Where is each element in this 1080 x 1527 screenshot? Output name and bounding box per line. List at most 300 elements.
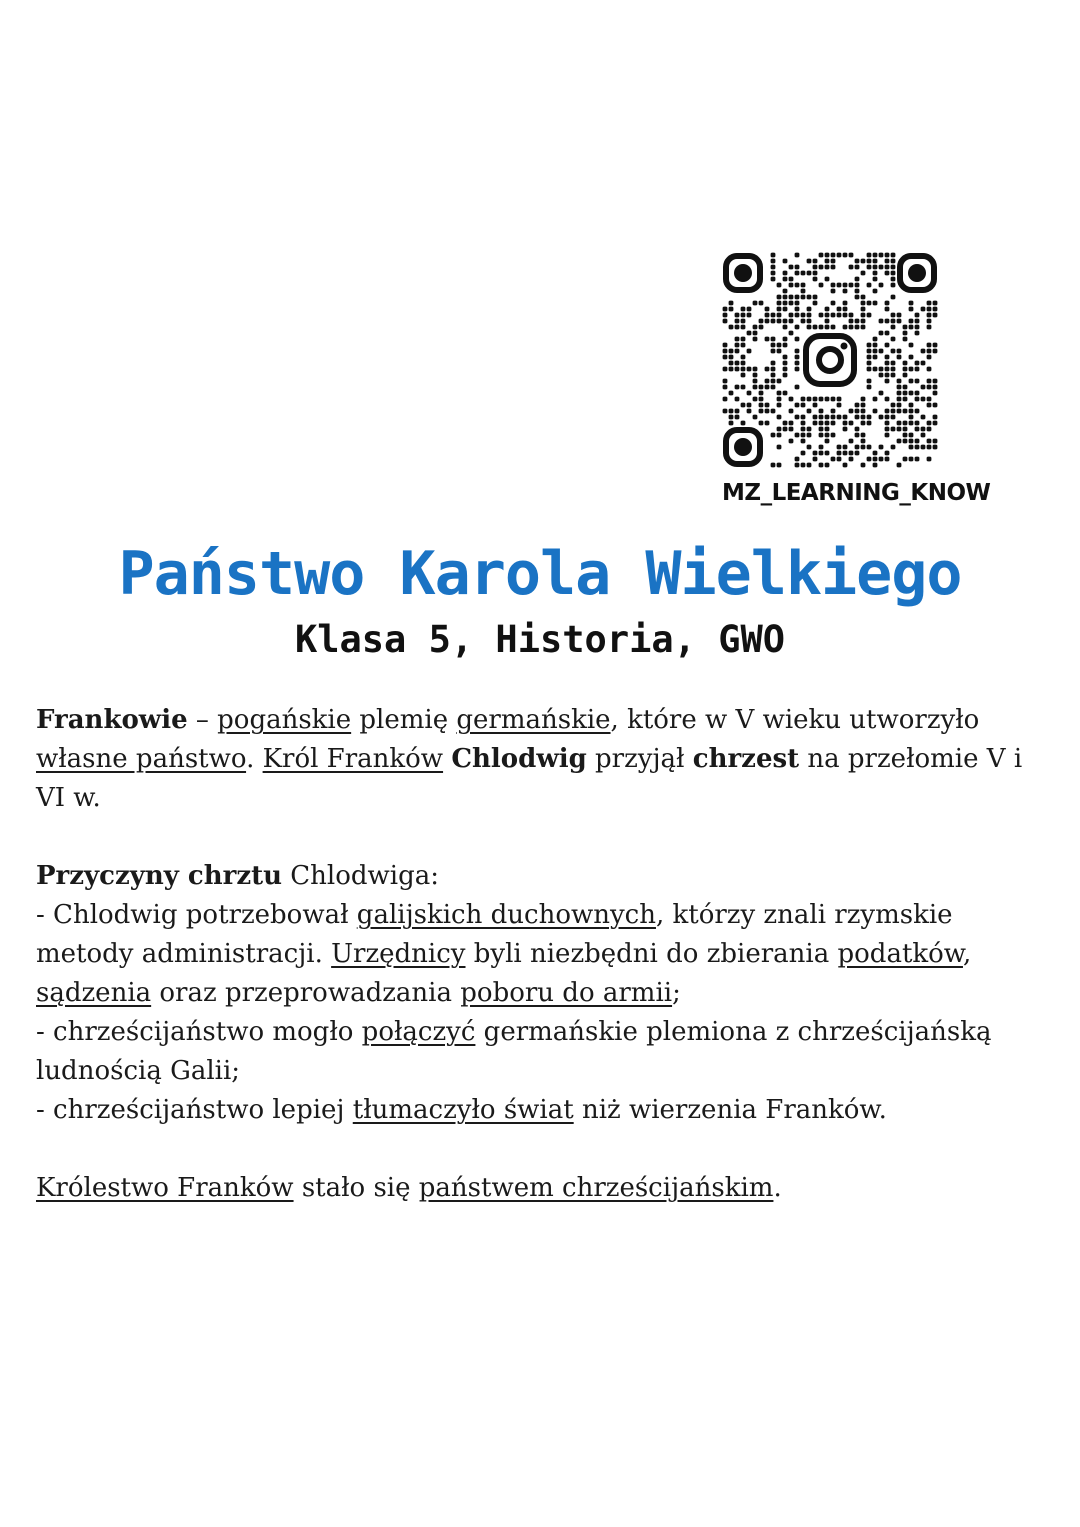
qr-module xyxy=(735,343,740,348)
qr-module xyxy=(885,373,890,378)
qr-module xyxy=(861,307,866,312)
qr-module xyxy=(855,451,860,456)
qr-module xyxy=(801,421,806,426)
page-title: Państwo Karola Wielkiego xyxy=(118,539,962,609)
qr-module xyxy=(729,349,734,354)
qr-module xyxy=(759,325,764,330)
qr-module xyxy=(915,457,920,462)
instagram-handle[interactable]: MZ_LEARNING_KNOW xyxy=(722,480,991,506)
qr-module xyxy=(855,445,860,450)
qr-module xyxy=(735,325,740,330)
qr-module xyxy=(777,433,782,438)
qr-module xyxy=(747,331,752,336)
qr-module xyxy=(723,409,728,414)
qr-module xyxy=(783,337,788,342)
qr-module xyxy=(885,367,890,372)
qr-module xyxy=(741,307,746,312)
qr-module xyxy=(747,349,752,354)
qr-module xyxy=(831,259,836,264)
qr-module xyxy=(819,325,824,330)
qr-module xyxy=(873,457,878,462)
qr-module xyxy=(915,331,920,336)
qr-module xyxy=(861,415,866,420)
qr-module xyxy=(843,289,848,294)
qr-module xyxy=(855,277,860,282)
qr-module xyxy=(885,331,890,336)
qr-module xyxy=(927,343,932,348)
qr-module xyxy=(801,427,806,432)
qr-module xyxy=(771,367,776,372)
qr-module xyxy=(891,277,896,282)
qr-module xyxy=(831,325,836,330)
qr-module xyxy=(765,403,770,408)
qr-module xyxy=(909,439,914,444)
qr-module xyxy=(825,319,830,324)
qr-module xyxy=(837,457,842,462)
qr-module xyxy=(837,415,842,420)
qr-module xyxy=(879,415,884,420)
qr-module xyxy=(915,361,920,366)
qr-module xyxy=(873,409,878,414)
qr-module xyxy=(795,463,800,468)
qr-module xyxy=(783,367,788,372)
qr-module xyxy=(837,253,842,258)
qr-module xyxy=(861,397,866,402)
qr-module xyxy=(819,445,824,450)
qr-module xyxy=(849,319,854,324)
qr-module xyxy=(735,349,740,354)
qr-module xyxy=(783,307,788,312)
qr-module xyxy=(921,361,926,366)
qr-module xyxy=(891,403,896,408)
qr-module xyxy=(807,397,812,402)
qr-module xyxy=(807,307,812,312)
qr-module xyxy=(771,277,776,282)
qr-module xyxy=(855,325,860,330)
qr-finder-icon xyxy=(726,256,760,290)
qr-module xyxy=(759,421,764,426)
qr-module xyxy=(753,385,758,390)
qr-module xyxy=(771,373,776,378)
qr-module xyxy=(801,319,806,324)
qr-module xyxy=(819,463,824,468)
qr-module xyxy=(771,433,776,438)
qr-module xyxy=(789,427,794,432)
qr-module xyxy=(789,277,794,282)
keyword-conscription: poboru do armii xyxy=(460,978,673,1008)
qr-module xyxy=(897,421,902,426)
qr-module xyxy=(927,427,932,432)
qr-module xyxy=(909,445,914,450)
qr-module xyxy=(837,403,842,408)
qr-module xyxy=(849,409,854,414)
qr-module xyxy=(867,313,872,318)
qr-module xyxy=(843,313,848,318)
qr-module xyxy=(855,427,860,432)
qr-module xyxy=(753,325,758,330)
qr-module xyxy=(801,295,806,300)
qr-module xyxy=(777,379,782,384)
qr-module xyxy=(879,331,884,336)
qr-module xyxy=(885,415,890,420)
qr-module xyxy=(909,403,914,408)
qr-module xyxy=(879,319,884,324)
qr-module xyxy=(891,271,896,276)
qr-module xyxy=(765,385,770,390)
qr-module xyxy=(891,409,896,414)
qr-module xyxy=(843,445,848,450)
qr-module xyxy=(813,421,818,426)
qr-module xyxy=(813,265,818,270)
qr-module xyxy=(765,421,770,426)
qr-module xyxy=(855,295,860,300)
qr-module xyxy=(855,259,860,264)
qr-module xyxy=(771,271,776,276)
qr-module xyxy=(861,445,866,450)
qr-module xyxy=(765,409,770,414)
qr-module xyxy=(909,457,914,462)
qr-module xyxy=(927,421,932,426)
qr-module xyxy=(867,445,872,450)
qr-module xyxy=(771,343,776,348)
qr-module xyxy=(753,337,758,342)
qr-module xyxy=(795,415,800,420)
qr-module xyxy=(777,463,782,468)
qr-module xyxy=(765,307,770,312)
qr-module xyxy=(795,403,800,408)
page-subtitle: Klasa 5, Historia, GWO xyxy=(294,618,786,661)
qr-module xyxy=(909,319,914,324)
qr-module xyxy=(861,463,866,468)
qr-module xyxy=(813,457,818,462)
qr-module xyxy=(891,313,896,318)
qr-module xyxy=(849,421,854,426)
qr-module xyxy=(801,397,806,402)
qr-module xyxy=(849,325,854,330)
qr-module xyxy=(819,421,824,426)
qr-module xyxy=(789,295,794,300)
qr-module xyxy=(897,397,902,402)
qr-module xyxy=(861,271,866,276)
qr-module xyxy=(849,451,854,456)
qr-module xyxy=(765,379,770,384)
qr-module xyxy=(885,259,890,264)
qr-module xyxy=(753,373,758,378)
qr-module xyxy=(783,355,788,360)
qr-module xyxy=(927,307,932,312)
qr-module xyxy=(885,265,890,270)
qr-module xyxy=(825,463,830,468)
qr-module xyxy=(933,379,938,384)
qr-module xyxy=(921,397,926,402)
qr-module xyxy=(729,355,734,360)
qr-module xyxy=(867,343,872,348)
qr-module xyxy=(795,265,800,270)
qr-module xyxy=(909,301,914,306)
qr-module xyxy=(777,307,782,312)
qr-module xyxy=(771,385,776,390)
qr-module xyxy=(747,409,752,414)
qr-module xyxy=(927,319,932,324)
qr-module xyxy=(729,415,734,420)
qr-module xyxy=(891,337,896,342)
qr-module xyxy=(825,427,830,432)
qr-module xyxy=(879,349,884,354)
instagram-qr-block[interactable] xyxy=(722,252,991,506)
qr-module xyxy=(921,427,926,432)
qr-module xyxy=(735,409,740,414)
qr-module xyxy=(891,253,896,258)
qr-module xyxy=(771,349,776,354)
term-chlodwig: Chlodwig xyxy=(451,744,587,774)
qr-module xyxy=(723,313,728,318)
qr-module xyxy=(741,319,746,324)
qr-module xyxy=(765,319,770,324)
qr-module xyxy=(873,349,878,354)
qr-module xyxy=(885,307,890,312)
qr-module xyxy=(729,391,734,396)
qr-module xyxy=(891,325,896,330)
qr-module xyxy=(795,337,800,342)
qr-module xyxy=(867,385,872,390)
qr-module xyxy=(897,319,902,324)
qr-module xyxy=(825,313,830,318)
qr-module xyxy=(933,307,938,312)
keyword-taxes: podatków xyxy=(837,939,963,969)
qr-module xyxy=(933,445,938,450)
qr-module xyxy=(777,397,782,402)
qr-module xyxy=(837,307,842,312)
qr-module xyxy=(879,457,884,462)
qr-module xyxy=(825,265,830,270)
qr-module xyxy=(927,439,932,444)
qr-module xyxy=(783,271,788,276)
qr-module xyxy=(747,367,752,372)
qr-module xyxy=(795,313,800,318)
qr-module xyxy=(807,259,812,264)
qr-module xyxy=(729,421,734,426)
qr-module xyxy=(777,415,782,420)
qr-module xyxy=(729,367,734,372)
qr-module xyxy=(897,349,902,354)
qr-module xyxy=(867,415,872,420)
keyword-kingdom: Królestwo Franków xyxy=(36,1173,294,1203)
qr-module xyxy=(861,313,866,318)
qr-module xyxy=(903,421,908,426)
qr-module xyxy=(819,427,824,432)
qr-module xyxy=(903,331,908,336)
qr-module xyxy=(921,349,926,354)
qr-module xyxy=(933,313,938,318)
qr-module xyxy=(795,361,800,366)
qr-module xyxy=(849,253,854,258)
qr-module xyxy=(729,307,734,312)
qr-module xyxy=(897,379,902,384)
qr-module xyxy=(843,325,848,330)
qr-module xyxy=(813,397,818,402)
qr-module xyxy=(783,295,788,300)
qr-module xyxy=(813,415,818,420)
qr-module xyxy=(873,289,878,294)
qr-module xyxy=(795,301,800,306)
qr-module xyxy=(867,361,872,366)
qr-module xyxy=(825,433,830,438)
qr-module xyxy=(735,319,740,324)
qr-module xyxy=(783,373,788,378)
qr-module xyxy=(927,379,932,384)
qr-module xyxy=(861,403,866,408)
qr-module xyxy=(921,445,926,450)
qr-module xyxy=(903,325,908,330)
qr-module xyxy=(927,349,932,354)
qr-module xyxy=(741,343,746,348)
qr-module xyxy=(909,355,914,360)
qr-module xyxy=(867,349,872,354)
qr-module xyxy=(831,313,836,318)
qr-module xyxy=(867,259,872,264)
qr-module xyxy=(855,283,860,288)
qr-module xyxy=(783,301,788,306)
keyword-clergy: galijskich duchownych xyxy=(356,900,656,930)
qr-module xyxy=(825,277,830,282)
qr-module xyxy=(885,457,890,462)
qr-module xyxy=(861,409,866,414)
qr-module xyxy=(807,313,812,318)
qr-module xyxy=(789,313,794,318)
qr-module xyxy=(873,367,878,372)
qr-module xyxy=(909,325,914,330)
keyword-pagan: pogańskie xyxy=(217,705,352,735)
qr-module xyxy=(831,397,836,402)
qr-module xyxy=(933,403,938,408)
qr-module xyxy=(753,301,758,306)
qr-module xyxy=(879,265,884,270)
qr-module xyxy=(771,253,776,258)
qr-module xyxy=(897,313,902,318)
qr-module xyxy=(759,385,764,390)
qr-module xyxy=(861,259,866,264)
qr-module xyxy=(741,361,746,366)
qr-module xyxy=(903,457,908,462)
qr-module xyxy=(813,295,818,300)
qr-module xyxy=(759,301,764,306)
paragraph-gap xyxy=(36,1130,1046,1169)
qr-module xyxy=(867,457,872,462)
qr-module xyxy=(819,253,824,258)
paragraph-gap xyxy=(36,818,1046,857)
qr-module xyxy=(915,379,920,384)
qr-module xyxy=(741,313,746,318)
qr-module xyxy=(723,367,728,372)
qr-module xyxy=(723,355,728,360)
qr-module xyxy=(873,253,878,258)
qr-module xyxy=(819,409,824,414)
qr-module xyxy=(879,283,884,288)
qr-module xyxy=(837,397,842,402)
qr-module xyxy=(795,271,800,276)
qr-module xyxy=(933,415,938,420)
qr-module xyxy=(873,463,878,468)
qr-module xyxy=(849,457,854,462)
qr-code-icon[interactable] xyxy=(722,252,938,468)
qr-module xyxy=(753,415,758,420)
qr-module xyxy=(927,457,932,462)
qr-module xyxy=(813,277,818,282)
qr-module xyxy=(819,451,824,456)
instagram-icon xyxy=(800,330,860,390)
qr-module xyxy=(783,325,788,330)
qr-module xyxy=(933,421,938,426)
qr-module xyxy=(897,385,902,390)
qr-module xyxy=(915,445,920,450)
qr-module xyxy=(843,415,848,420)
qr-module xyxy=(855,403,860,408)
qr-module xyxy=(723,343,728,348)
keyword-christian-state: państwem chrześcijańskim xyxy=(418,1173,774,1203)
qr-module xyxy=(891,367,896,372)
qr-module xyxy=(855,319,860,324)
qr-module xyxy=(777,427,782,432)
intro-paragraph: Frankowie – pogańskie plemię germańskie, które w V wieku utworzyło własne państwo. Król Franków Chlodwig przyjął chrzest na przełomie V i VI w. xyxy=(36,705,1023,813)
qr-module xyxy=(861,421,866,426)
qr-module xyxy=(891,265,896,270)
qr-module xyxy=(729,361,734,366)
qr-module xyxy=(885,379,890,384)
qr-module xyxy=(807,409,812,414)
qr-module xyxy=(729,325,734,330)
keyword-germanic: germańskie xyxy=(456,705,611,735)
qr-module xyxy=(723,307,728,312)
qr-module xyxy=(789,283,794,288)
qr-module xyxy=(843,451,848,456)
qr-module xyxy=(735,361,740,366)
qr-module xyxy=(903,427,908,432)
cause-item-3: - chrześcijaństwo lepiej tłumaczyło świat niż wierzenia Franków. xyxy=(36,1095,887,1125)
qr-module xyxy=(795,385,800,390)
qr-module xyxy=(795,325,800,330)
qr-module xyxy=(765,313,770,318)
qr-module xyxy=(771,379,776,384)
qr-module xyxy=(813,451,818,456)
qr-module xyxy=(873,271,878,276)
qr-module xyxy=(915,439,920,444)
qr-module xyxy=(819,265,824,270)
qr-module xyxy=(771,361,776,366)
qr-module xyxy=(789,265,794,270)
qr-module xyxy=(759,319,764,324)
qr-module xyxy=(783,361,788,366)
qr-module xyxy=(789,421,794,426)
qr-module xyxy=(759,409,764,414)
qr-module xyxy=(777,391,782,396)
qr-module xyxy=(891,295,896,300)
qr-module xyxy=(741,337,746,342)
qr-module xyxy=(855,409,860,414)
qr-module xyxy=(795,355,800,360)
qr-module xyxy=(723,349,728,354)
qr-module xyxy=(915,391,920,396)
qr-module xyxy=(771,259,776,264)
qr-module xyxy=(753,397,758,402)
qr-module xyxy=(915,421,920,426)
qr-module xyxy=(891,319,896,324)
qr-module xyxy=(807,295,812,300)
qr-module xyxy=(927,445,932,450)
qr-module xyxy=(813,259,818,264)
qr-module xyxy=(729,409,734,414)
qr-module xyxy=(813,301,818,306)
qr-module xyxy=(861,319,866,324)
